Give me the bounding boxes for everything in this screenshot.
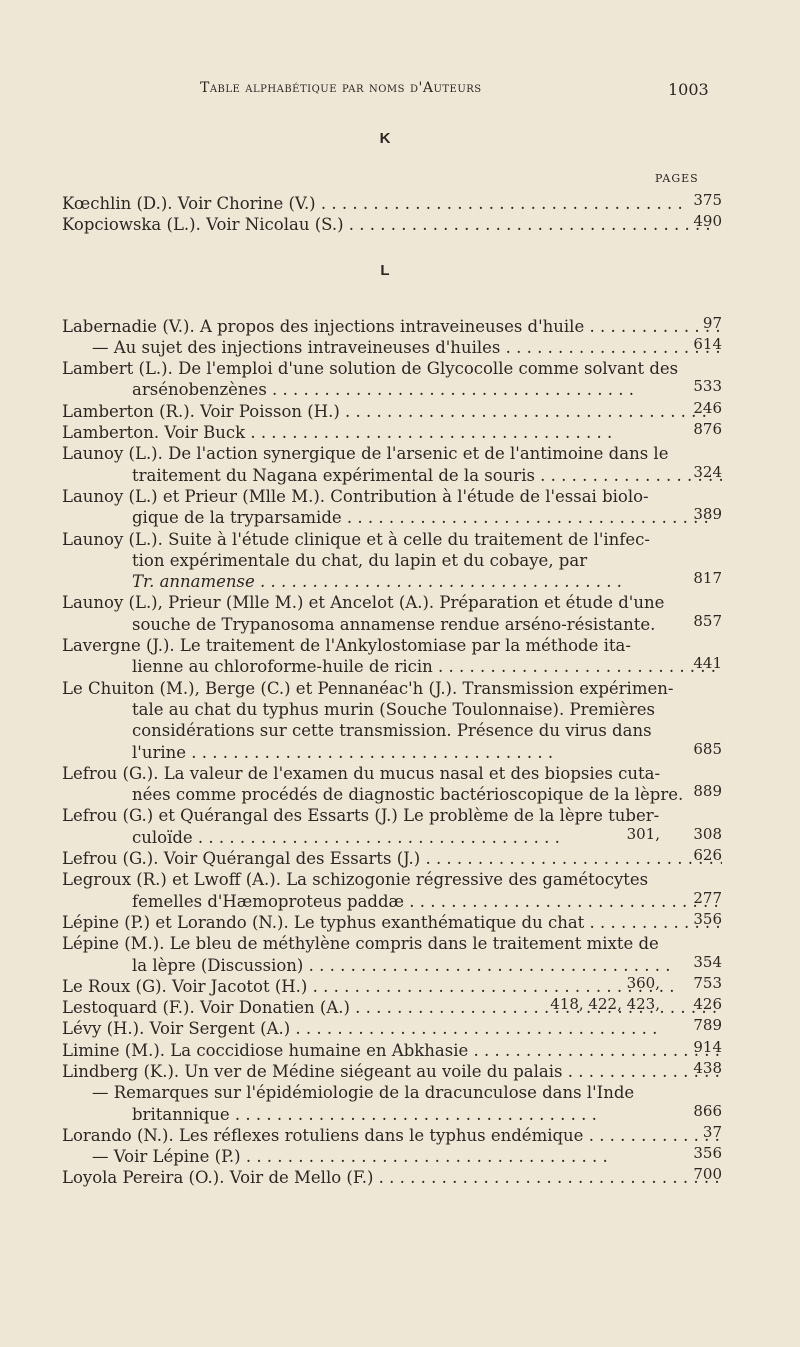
entry-page: 324 bbox=[693, 462, 722, 481]
entry-line: la lèpre (Discussion) . . . bbox=[62, 955, 722, 976]
index-entry bbox=[62, 678, 722, 763]
entry-line: Lorando (N.). Les réflexes rotuliens dans le typhus endémique . . . bbox=[62, 1125, 722, 1146]
entry-page: 614 bbox=[693, 334, 722, 353]
entry-line: — Voir Lépine (P.) . . . bbox=[62, 1146, 722, 1167]
index-entry bbox=[62, 869, 722, 912]
entry-line: Limine (M.). La coccidiose humaine en Abkhasie . . . bbox=[62, 1040, 722, 1061]
entry-page: 817 bbox=[693, 569, 722, 588]
index-entry bbox=[62, 529, 722, 593]
entry-line: Lamberton (R.). Voir Poisson (H.) . . . bbox=[62, 401, 722, 422]
entry-page: 389 bbox=[693, 505, 722, 524]
entry-page: 490 bbox=[693, 212, 722, 231]
entry-page: 426 bbox=[693, 995, 722, 1014]
entry-line: Launoy (L.), Prieur (Mlle M.) et Ancelot (A.). Préparation et étude d'une bbox=[62, 593, 665, 613]
entry-page: 533 bbox=[693, 377, 722, 396]
index-entry bbox=[62, 193, 722, 214]
index-entry bbox=[62, 1037, 722, 1061]
entry-page: 876 bbox=[693, 420, 722, 439]
entry-line: tion expérimentale du chat, du lapin et du cobaye, par bbox=[132, 550, 588, 570]
entry-page: 246 bbox=[693, 398, 722, 417]
entry-page: 626 bbox=[693, 846, 722, 865]
entry-page: 753 bbox=[693, 973, 722, 992]
index-entry bbox=[62, 334, 722, 358]
entry-line: Lefrou (G.) et Quérangal des Essarts (J.) Le problème de la lèpre tuber- bbox=[62, 806, 660, 826]
index-entry bbox=[62, 1018, 722, 1039]
entry-line: Lefrou (G.). Voir Quérangal des Essarts (J.) . . . bbox=[62, 848, 722, 869]
entry-line: Lépine (P.) et Lorando (N.). Le typhus exanthématique du chat . . . bbox=[62, 912, 722, 933]
entry-page: 97 bbox=[702, 313, 722, 332]
index-entry bbox=[62, 1082, 722, 1125]
index-entry bbox=[62, 1122, 722, 1146]
entry-line: Le Roux (G). Voir Jacotot (H.) . . . bbox=[62, 976, 722, 997]
entry-page: 441 bbox=[693, 654, 722, 673]
index-entry bbox=[62, 1058, 722, 1082]
entry-line: traitement du Nagana expérimental de la souris . . . bbox=[62, 465, 722, 486]
entry-line: britannique . . . bbox=[62, 1104, 722, 1125]
entry-line: Lindberg (K.). Un ver de Médine siégeant au voile du palais . . . bbox=[62, 1061, 722, 1082]
index-entry bbox=[62, 443, 722, 486]
index-entry bbox=[62, 933, 722, 976]
entry-page: 685 bbox=[693, 739, 722, 758]
pages-column-label: PAGES bbox=[655, 172, 699, 185]
entry-page: 37 bbox=[702, 1122, 722, 1141]
index-entry bbox=[62, 486, 722, 529]
entry-line: femelles d'Hæmoproteus paddæ . . . bbox=[62, 891, 722, 912]
entry-line: Labernadie (V.). A propos des injections intraveineuses d'huile . . . bbox=[62, 316, 722, 337]
entry-page: 375 bbox=[693, 191, 722, 209]
entry-line: Lépine (M.). Le bleu de méthylène compris dans le traitement mixte de bbox=[62, 934, 659, 954]
entry-line: Tr. annamense . . . bbox=[62, 571, 722, 592]
entry-line: Launoy (L.). Suite à l'étude clinique et à celle du traitement de l'infec- bbox=[62, 529, 650, 549]
index-entry bbox=[62, 1146, 722, 1167]
index-entry bbox=[62, 763, 722, 806]
section-letter-k: K bbox=[379, 130, 391, 147]
entry-line: considérations sur cette transmission. Présence du virus dans bbox=[132, 721, 652, 741]
entry-page: 857 bbox=[693, 611, 722, 630]
entry-line: Kœchlin (D.). Voir Chorine (V.) . . . bbox=[62, 193, 722, 214]
entry-line: Launoy (L.) et Prieur (Mlle M.). Contribution à l'étude de l'essai biolo- bbox=[62, 486, 649, 506]
entry-mid-page: 301, bbox=[626, 824, 660, 843]
entry-mid-page: 418, 422, 423, bbox=[550, 995, 660, 1014]
entry-line: Lambert (L.). De l'emploi d'une solution de Glycocolle comme solvant des bbox=[62, 359, 679, 379]
index-entry bbox=[62, 358, 722, 401]
index-entries bbox=[62, 193, 722, 1189]
entry-line: Lefrou (G.). La valeur de l'examen du mucus nasal et des biopsies cuta- bbox=[62, 763, 661, 783]
index-entry bbox=[62, 1167, 722, 1188]
entry-line: souche de Trypanosoma annamense rendue arséno-résistante. bbox=[132, 614, 656, 634]
entry-line: nées comme procédés de diagnostic bactérioscopique de la lèpre. bbox=[132, 785, 684, 805]
entry-line: gique de la tryparsamide . . . bbox=[62, 507, 722, 528]
index-entry bbox=[62, 422, 722, 443]
entry-page: 914 bbox=[693, 1037, 722, 1056]
entry-page: 277 bbox=[693, 888, 722, 907]
index-entry bbox=[62, 909, 722, 933]
entry-line: Lestoquard (F.). Voir Donatien (A.) . . . bbox=[62, 997, 722, 1018]
entry-line: Loyola Pereira (O.). Voir de Mello (F.) . . . bbox=[62, 1167, 722, 1188]
entry-page: 354 bbox=[693, 952, 722, 971]
entry-line: Lévy (H.). Voir Sergent (A.) . . . bbox=[62, 1018, 722, 1039]
entry-line: l'urine . . . bbox=[62, 742, 722, 763]
entry-line: Lavergne (J.). Le traitement de l'Ankylostomiase par la méthode ita- bbox=[62, 636, 631, 656]
entry-page: 438 bbox=[693, 1058, 722, 1077]
entry-line: Lamberton. Voir Buck . . . bbox=[62, 422, 722, 443]
entry-page: 889 bbox=[693, 782, 722, 801]
index-entry bbox=[62, 592, 722, 635]
entry-page: 308 bbox=[693, 824, 722, 843]
index-entry bbox=[62, 214, 722, 235]
entry-line-text: culoïde . . . bbox=[132, 828, 560, 847]
entry-page: 866 bbox=[693, 1101, 722, 1120]
entry-line: tale au chat du typhus murin (Souche Toulonnaise). Premières bbox=[132, 699, 656, 719]
section-letter-l: L bbox=[380, 262, 390, 279]
index-entry bbox=[62, 848, 722, 869]
index-entry bbox=[62, 313, 722, 337]
index-entry bbox=[62, 997, 722, 1018]
entry-line: Le Chuiton (M.), Berge (C.) et Pennanéac'h (J.). Transmission expérimen- bbox=[62, 678, 674, 698]
entry-line: Kopciowska (L.). Voir Nicolau (S.) . . . bbox=[62, 214, 722, 235]
entry-page: 356 bbox=[693, 909, 722, 928]
page-number: 1003 bbox=[668, 80, 709, 99]
entry-line: — Remarques sur l'épidémiologie de la dracunculose dans l'Inde bbox=[92, 1083, 635, 1103]
running-title: Table alphabétique par noms d'Auteurs bbox=[200, 80, 482, 96]
index-entry bbox=[62, 635, 722, 678]
entry-line: — Au sujet des injections intraveineuses d'huiles . . . bbox=[62, 337, 722, 358]
entry-line: Legroux (R.) et Lwoff (A.). La schizogonie régressive des gamétocytes bbox=[62, 870, 649, 890]
entry-page: 356 bbox=[693, 1144, 722, 1163]
index-entry bbox=[62, 398, 722, 422]
entry-line: lienne au chloroforme-huile de ricin . . . bbox=[62, 656, 722, 677]
entry-mid-page: 360, bbox=[626, 973, 660, 992]
entry-line: arsénobenzènes . . . bbox=[62, 379, 722, 400]
entry-line: Launoy (L.). De l'action synergique de l'arsenic et de l'antimoine dans le bbox=[62, 444, 669, 464]
index-entry bbox=[62, 805, 722, 848]
entry-page: 700 bbox=[693, 1165, 722, 1184]
entry-page: 789 bbox=[693, 1016, 722, 1035]
